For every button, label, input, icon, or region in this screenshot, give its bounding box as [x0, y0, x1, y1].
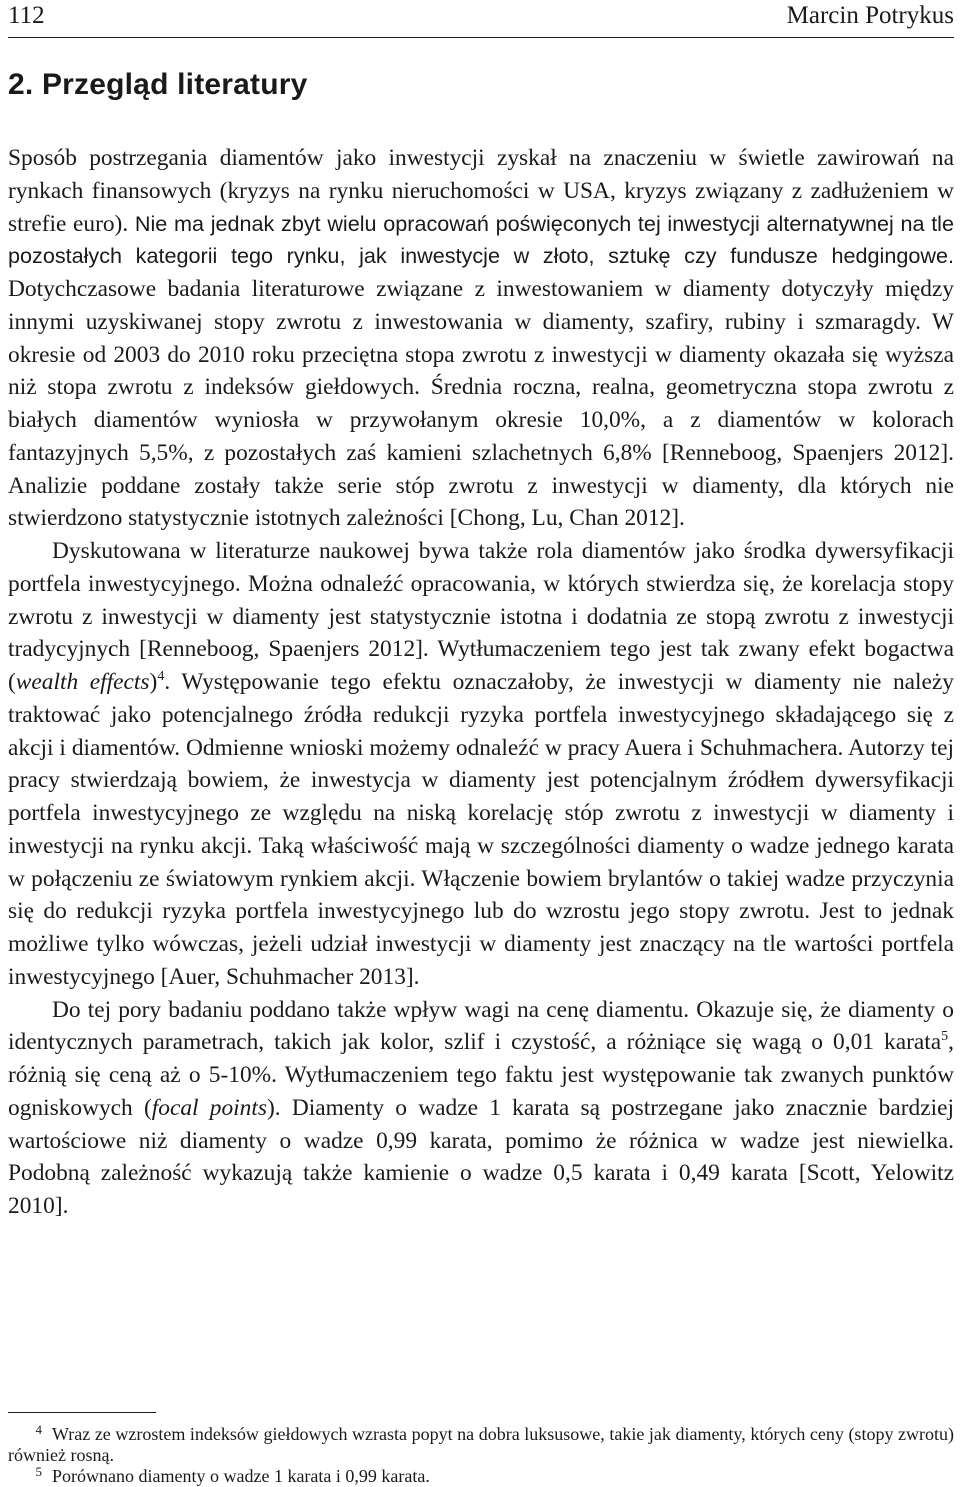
term-wealth-effects: wealth effects [15, 669, 150, 695]
paragraph-2-part-2: ) [149, 669, 158, 695]
paragraph-3-part-3: ). Diamenty o wadze 1 karata są postrzegane jako znacznie bardziej wartościowe niż diamenty o wadze 0,99 karata, pomimo że różnica w wadze jest niewielka. Podobną zależność wykazują także kamienie o wadze 0,5 karata i 0,49 karata [Scott, Yelowitz 2010]. [8, 1094, 954, 1219]
running-header-author: Marcin Potrykus [786, 2, 954, 29]
paragraph-2-part-1: Dyskutowana w literaturze naukowej bywa także rola diamentów jako środka dywersyfikacji portfela inwestycyjnego. Można odnaleźć opracowania, w których stwierdza się, że korelacja stopy zwrotu z inwestycji w diamenty jest statystycznie istotna i dodatnia ze stopą zwrotu z inwestycji tradycyjnych [Renneboog, Spaenjers 2012]. Wytłumaczeniem tego jest tak zwany efekt bogactwa ( [8, 538, 954, 695]
term-focal-points: focal points [151, 1094, 267, 1121]
page-number: 112 [8, 2, 45, 29]
section-heading: 2. Przegląd literatury [8, 68, 308, 101]
paragraph-2-part-3: . Występowanie tego efektu oznaczałoby, że inwestycji w diamenty nie należy traktować jako potencjalnego źródła redukcji ryzyka portfela inwestycyjnego składającego się z akcji i diamentów. Odmienne wnioski możemy odnaleźć w pracy Auera i Schuhmachera. Autorzy tej pracy stwierdzają bowiem, że inwestycja w diamenty jest potencjalnym źródłem dywersyfikacji portfela inwestycyjnego ze względu na niską korelację stóp zwrotu z inwestycji w diamenty i inwestycji na rynku akcji. Taką właściwość mają w szczególności diamenty o wadze jednego karata w połączeniu ze światowym rynkiem akcji. Włączenie bowiem brylantów o takiej wadze przyczynia się do redukcji ryzyka portfela inwestycyjnego lub do wzrostu jego stopy zwrotu. Jest to jednak możliwe tylko wówczas, jeżeli udział inwestycji w diamenty jest znaczący na tle wartości portfela inwestycyjnego [Auer, Schuhmacher 2013]. [8, 669, 954, 990]
footnote-5: 5 Porównano diamenty o wadze 1 karata i 0,99 karata. [35, 1464, 430, 1486]
paragraph-3 [8, 994, 954, 1223]
running-header [8, 2, 954, 36]
page [8, 0, 954, 1484]
footnote-rule [8, 1412, 156, 1413]
paragraph-1-sentence-1: Sposób postrzegania diamentów jako inwestycji zyskał na znaczeniu w świetle zawirowań na rynkach finansowych (kryzys na rynku nieruchomości w USA, kryzys związany z zadłużeniem w strefie euro). [8, 145, 954, 237]
paragraph-1-sans-passage: Nie ma jednak zbyt wielu opracowań poświęconych tej inwestycji alternatywnej na tle pozostałych kategorii tego rynku, jak inwestycje w złoto, sztukę czy fundusze hedgingowe. [8, 210, 954, 269]
body-text [8, 142, 954, 1223]
footnote-ref-4[interactable]: 4 [157, 669, 165, 684]
footnotes [8, 1424, 954, 1487]
paragraph-3-part-2: , różnią się ceną aż o 5-10%. Wytłumaczeniem tego faktu jest występowanie tak zwanych punktów ogniskowych ( [8, 1029, 954, 1121]
paragraph-1-remainder: Dotychczasowe badania literaturowe związane z inwestowaniem w diamenty dotyczyły między innymi uzyskiwanej stopy zwrotu z inwestowania w diamenty, szafiry, rubiny i szmaragdy. W okresie od 2003 do 2010 roku przeciętna stopa zwrotu z inwestycji w diamenty okazała się wyższa niż stopa zwrotu z indeksów giełdowych. Średnia roczna, realna, geometryczna stopa zwrotu z białych diamentów wyniosła w przywołanym okresie 10,0%, a z diamentów w kolorach fantazyjnych 5,5%, z pozostałych zaś kamieni szlachetnych 6,8% [Renneboog, Spaenjers 2012]. Analizie poddane zostały także serie stóp zwrotu z inwestycji w diamenty, dla których nie stwierdzono statystycznie istotnych zależności [Chong, Lu, Chan 2012]. [8, 276, 954, 532]
paragraph-2 [8, 535, 954, 994]
paragraph-3-part-1: Do tej pory badaniu poddano także wpływ wagi na cenę diamentu. Okazuje się, że diamenty o identycznych parametrach, takich jak kolor, szlif i czystość, a różniące się wagą o 0,01 karata [8, 996, 954, 1056]
footnote-4: 4 Wraz ze wzrostem indeksów giełdowych wzrasta popyt na dobra luksusowe, takie jak diamenty, których ceny (stopy zwrotu) również rosną. [8, 1422, 954, 1465]
paragraph-1 [8, 142, 954, 535]
footnote-text: Porównano diamenty o wadze 1 karata i 0,99 karata. [52, 1466, 430, 1486]
footnote-text: Wraz ze wzrostem indeksów giełdowych wzrasta popyt na dobra luksusowe, takie jak diamenty, których ceny (stopy zwrotu) również rosną. [8, 1424, 954, 1465]
header-rule [8, 37, 954, 38]
footnote-ref-5[interactable]: 5 [941, 1029, 949, 1045]
